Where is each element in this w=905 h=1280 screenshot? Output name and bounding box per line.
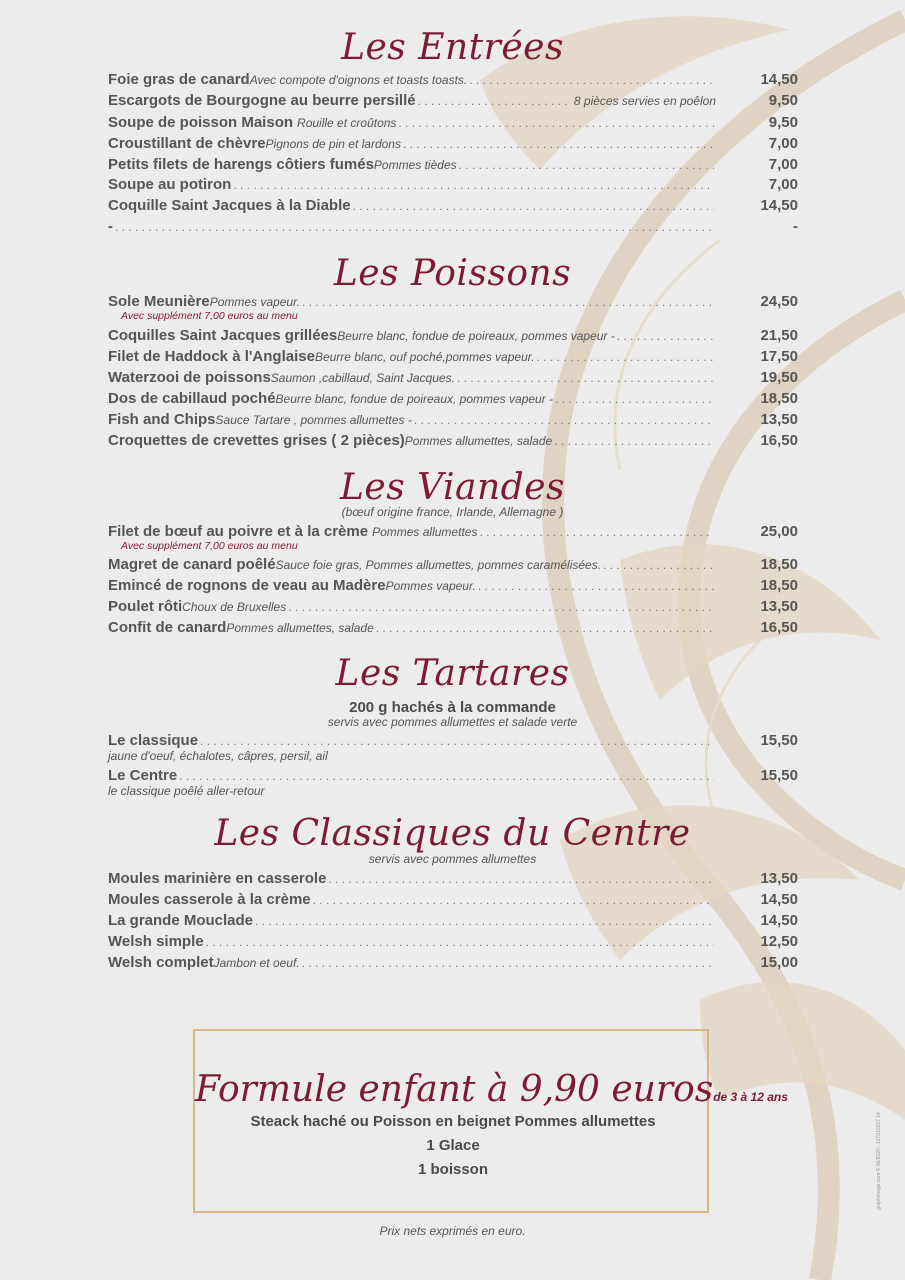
leader-dots <box>459 158 714 172</box>
leader-dots <box>403 137 714 151</box>
item-description: Pommes allumettes, salade <box>404 434 553 448</box>
item-description: 8 pièces servies en poêlon <box>573 94 716 108</box>
item-price: 18,50 <box>760 556 798 573</box>
leader-dots <box>233 178 714 192</box>
item-price: 19,50 <box>760 369 798 386</box>
item-price: 14,50 <box>760 197 798 214</box>
section-title-tartares: Les Tartares <box>335 653 570 694</box>
leader-dots <box>555 392 714 406</box>
menu-item <box>108 114 798 134</box>
leader-dots <box>479 525 714 539</box>
item-description: Pommes vapeur. <box>385 579 476 593</box>
leader-dots <box>328 872 714 886</box>
item-description: Rouille et croûtons <box>297 116 397 130</box>
item-name: Welsh complet <box>108 954 214 971</box>
item-price: 13,50 <box>760 870 798 887</box>
item-name: Soupe de poisson Maison <box>108 114 294 131</box>
price-footnote: Prix nets exprimés en euro. <box>379 1224 526 1238</box>
item-price: 13,50 <box>760 411 798 428</box>
menu-item <box>108 92 798 112</box>
item-name: Filet de bœuf au poivre et à la crème <box>108 523 369 540</box>
item-price: 16,50 <box>760 432 798 449</box>
item-name: Magret de canard poêlé <box>108 556 276 573</box>
item-name: - <box>108 218 113 235</box>
leader-dots <box>398 116 714 130</box>
kids-menu-age: de 3 à 12 ans <box>713 1090 788 1104</box>
item-price: - <box>793 218 798 235</box>
kids-menu-line: Steack haché ou Poisson en beignet Pommes allumettes <box>250 1113 656 1130</box>
kids-menu-line: 1 Glace <box>426 1137 480 1154</box>
item-name: Coquille Saint Jacques à la Diable <box>108 197 351 214</box>
leader-dots <box>302 295 714 309</box>
supplement-note: Avec supplément 7,00 euros au menu <box>121 540 298 552</box>
menu-item <box>108 369 798 389</box>
item-name: Foie gras de canard <box>108 71 250 88</box>
item-detail: le classique poêlé aller-retour <box>108 784 265 798</box>
menu-item <box>108 933 798 953</box>
item-name: Petits filets de harengs côtiers fumés <box>108 156 374 173</box>
leader-dots <box>478 579 714 593</box>
leader-dots <box>603 558 714 572</box>
item-description: Beurre blanc, fondue de poireaux, pommes vapeur - <box>275 392 554 406</box>
item-price: 9,50 <box>768 114 798 131</box>
tartares-subhead: 200 g hachés à la commande <box>349 699 556 716</box>
item-name: Moules casserole à la crème <box>108 891 311 908</box>
item-description: Pommes tièdes <box>373 158 457 172</box>
leader-dots <box>617 329 714 343</box>
item-name: Sole Meunière <box>108 293 210 310</box>
item-name: Croustillant de chèvre <box>108 135 266 152</box>
item-price: 7,00 <box>768 176 798 193</box>
item-price: 18,50 <box>760 390 798 407</box>
menu-item <box>108 870 798 890</box>
item-price: 9,50 <box>768 92 798 109</box>
section-title-viandes: Les Viandes <box>340 467 565 508</box>
item-price: 12,50 <box>760 933 798 950</box>
item-name: Filet de Haddock à l'Anglaise <box>108 348 315 365</box>
menu-item <box>108 912 798 932</box>
leader-dots <box>353 199 714 213</box>
menu-item <box>108 598 798 618</box>
item-description: Pommes allumettes, salade <box>226 621 374 635</box>
item-price: 14,50 <box>760 912 798 929</box>
item-name: Dos de cabillaud poché <box>108 390 276 407</box>
item-name: Confit de canard <box>108 619 227 636</box>
leader-dots <box>115 220 714 234</box>
leader-dots <box>469 73 714 87</box>
item-price: 13,50 <box>760 598 798 615</box>
leader-dots <box>418 94 572 108</box>
kids-menu-line: 1 boisson <box>417 1161 488 1178</box>
menu-item <box>108 556 798 576</box>
item-price: 15,50 <box>760 767 798 784</box>
menu-item <box>108 390 798 410</box>
menu-item <box>108 619 798 639</box>
item-name: Soupe au potiron <box>108 176 232 193</box>
item-name: Fish and Chips <box>108 411 216 428</box>
menu-item <box>108 197 798 217</box>
menu-item <box>108 176 798 196</box>
item-description: Beurre blanc, fondue de poireaux, pommes vapeur - <box>337 329 615 343</box>
leader-dots <box>554 434 714 448</box>
item-description: Pommes vapeur. <box>209 295 300 309</box>
menu-item <box>108 135 798 155</box>
item-price: 17,50 <box>760 348 798 365</box>
item-price: 15,50 <box>760 732 798 749</box>
menu-item <box>108 954 798 974</box>
leader-dots <box>457 371 714 385</box>
leader-dots <box>200 734 714 748</box>
tartares-note: servis avec pommes allumettes et salade verte <box>327 715 578 729</box>
menu-item <box>108 156 798 176</box>
menu-item <box>108 577 798 597</box>
item-description: Sauce Tartare , pommes allumettes - <box>215 413 412 427</box>
item-description: Sauce foie gras, Pommes allumettes, pommes caramélisées. <box>275 558 602 572</box>
menu-item <box>108 348 798 368</box>
menu-item <box>108 327 798 347</box>
item-name: La grande Mouclade <box>108 912 254 929</box>
menu-item <box>108 71 798 91</box>
item-price: 18,50 <box>760 577 798 594</box>
item-price: 24,50 <box>760 293 798 310</box>
item-price: 14,50 <box>760 891 798 908</box>
section-title-entrees: Les Entrées <box>341 27 564 68</box>
leader-dots <box>313 893 714 907</box>
item-price: 7,00 <box>768 135 798 152</box>
item-name: Le Centre <box>108 767 178 784</box>
printer-credit: graphimage.com © 06/2020 - 117610267 14 <box>876 1112 882 1210</box>
item-name: Escargots de Bourgogne au beurre persillé <box>108 92 416 109</box>
item-price: 15,00 <box>760 954 798 971</box>
item-name: Coquilles Saint Jacques grillées <box>108 327 338 344</box>
item-description: Pommes allumettes <box>372 525 478 539</box>
item-name: Le classique <box>108 732 199 749</box>
item-name: Waterzooi de poissons <box>108 369 271 386</box>
item-name: Welsh simple <box>108 933 204 950</box>
item-price: 25,00 <box>760 523 798 540</box>
leader-dots <box>288 600 714 614</box>
menu-item <box>108 411 798 431</box>
leader-dots <box>206 935 714 949</box>
classiques-note: servis avec pommes allumettes <box>368 852 537 866</box>
menu-item <box>108 891 798 911</box>
item-price: 21,50 <box>760 327 798 344</box>
item-name: Poulet rôti <box>108 598 183 615</box>
item-price: 7,00 <box>768 156 798 173</box>
item-description: Saumon ,cabillaud, Saint Jacques. <box>270 371 455 385</box>
menu-item <box>108 218 798 238</box>
viandes-origin-note: (bœuf origine france, Irlande, Allemagne ) <box>341 505 564 519</box>
item-name: Moules marinière en casserole <box>108 870 327 887</box>
item-description: Jambon et oeuf. <box>213 956 300 970</box>
leader-dots <box>255 914 714 928</box>
leader-dots <box>376 621 714 635</box>
item-description: Beurre blanc, ouf poché,pommes vapeur. <box>314 350 535 364</box>
kids-menu-title <box>195 1069 788 1110</box>
kids-menu-offer: Formule enfant à 9,90 euros <box>195 1069 714 1110</box>
item-description: Avec compote d'oignons et toasts toasts. <box>249 73 468 87</box>
section-title-poissons: Les Poissons <box>333 253 572 294</box>
section-title-classiques: Les Classiques du Centre <box>214 813 691 854</box>
leader-dots <box>414 413 714 427</box>
item-description: Choux de Bruxelles <box>182 600 287 614</box>
item-price: 14,50 <box>760 71 798 88</box>
item-detail: jaune d'oeuf, échalotes, câpres, persil, ail <box>108 749 328 763</box>
item-description: Pignons de pin et lardons <box>265 137 401 151</box>
leader-dots <box>179 769 714 783</box>
item-name: Emincé de rognons de veau au Madère <box>108 577 386 594</box>
kids-menu-box <box>193 1029 788 1213</box>
item-name: Croquettes de crevettes grises ( 2 pièces) <box>108 432 405 449</box>
menu-item <box>108 432 798 452</box>
item-price: 16,50 <box>760 619 798 636</box>
leader-dots <box>302 956 714 970</box>
supplement-note: Avec supplément 7,00 euros au menu <box>121 310 298 322</box>
leader-dots <box>537 350 714 364</box>
